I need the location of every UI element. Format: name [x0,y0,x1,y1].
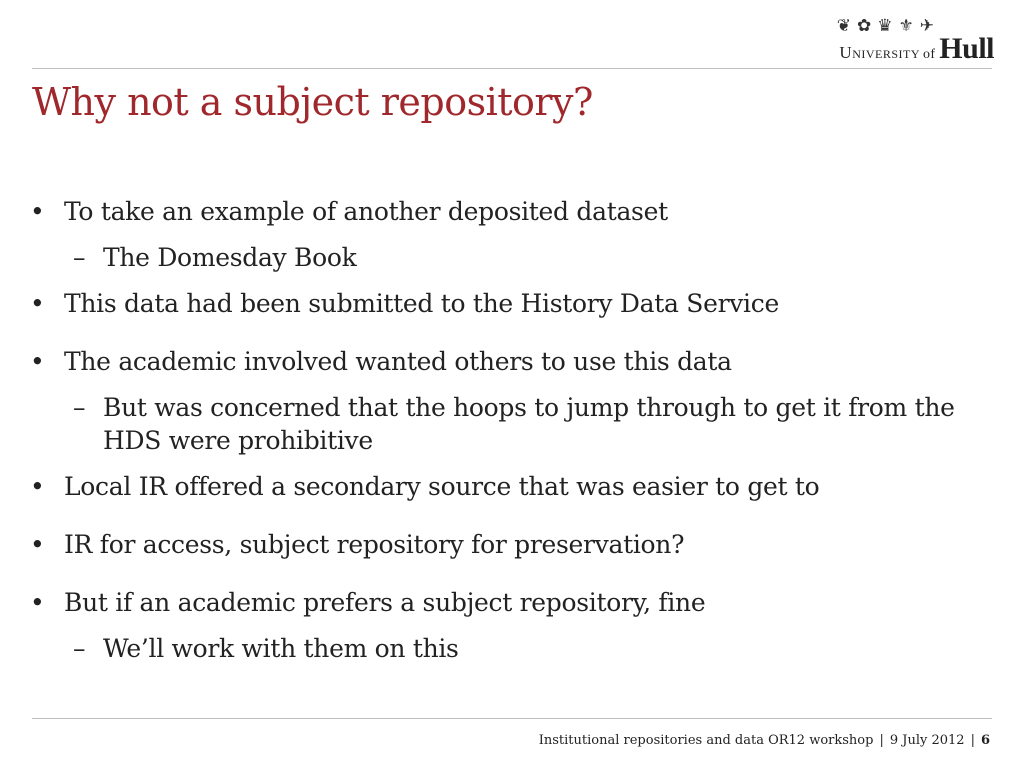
bullet-icon: • [30,530,45,559]
logo-wordmark [839,32,994,66]
bottom-divider [32,718,992,719]
bullet-text: This data had been submitted to the History Data Service [64,289,779,318]
bullet-text: Local IR offered a secondary source that was easier to get to [64,472,820,501]
bullet-icon: • [30,197,45,226]
bullet-item [30,586,980,619]
sub-bullet-text: The Domesday Book [103,243,357,272]
bullet-text: To take an example of another deposited dataset [64,197,668,226]
dash-icon: – [73,393,86,422]
sub-bullet-item [30,241,980,274]
logo-of: of [923,47,936,62]
slide-title: Why not a subject repository? [32,80,593,124]
slide-footer [539,733,990,748]
bullet-item [30,195,980,228]
university-logo [794,14,994,65]
page-number: 6 [980,733,990,748]
footer-separator: | [879,733,884,748]
rose-icon: ✿ [857,16,872,36]
bullet-item [30,470,980,503]
top-divider [32,68,992,69]
bullet-item [30,287,980,320]
bullet-text: IR for access, subject repository for preservation? [64,530,685,559]
bullet-item [30,345,980,378]
footer-separator: | [970,733,975,748]
logo-university: University [839,43,921,62]
logo-hull: Hull [939,32,994,65]
sub-bullet-item [30,632,980,665]
bullet-text: But if an academic prefers a subject repository, fine [64,588,706,617]
bullet-icon: • [30,588,45,617]
bullet-icon: • [30,347,45,376]
sub-bullet-text: But was concerned that the hoops to jump through to get it from the HDS were prohibitive [103,393,955,455]
bullet-list [30,195,980,665]
sub-bullet-item [30,391,980,457]
sub-bullet-text: We’ll work with them on this [103,634,459,663]
bird-icon: ✈ [919,16,934,36]
bullet-item [30,528,980,561]
crown-icon: ♛ [877,16,893,36]
tudor-rose-icon: ❦ [836,16,851,36]
footer-event: Institutional repositories and data OR12 workshop [538,733,874,748]
bullet-icon: • [30,289,45,318]
dash-icon: – [73,243,86,272]
fleur-de-lis-icon: ⚜ [898,16,914,36]
bullet-text: The academic involved wanted others to use this data [64,347,732,376]
footer-date: 9 July 2012 [889,733,965,748]
dash-icon: – [73,634,86,663]
bullet-icon: • [30,472,45,501]
